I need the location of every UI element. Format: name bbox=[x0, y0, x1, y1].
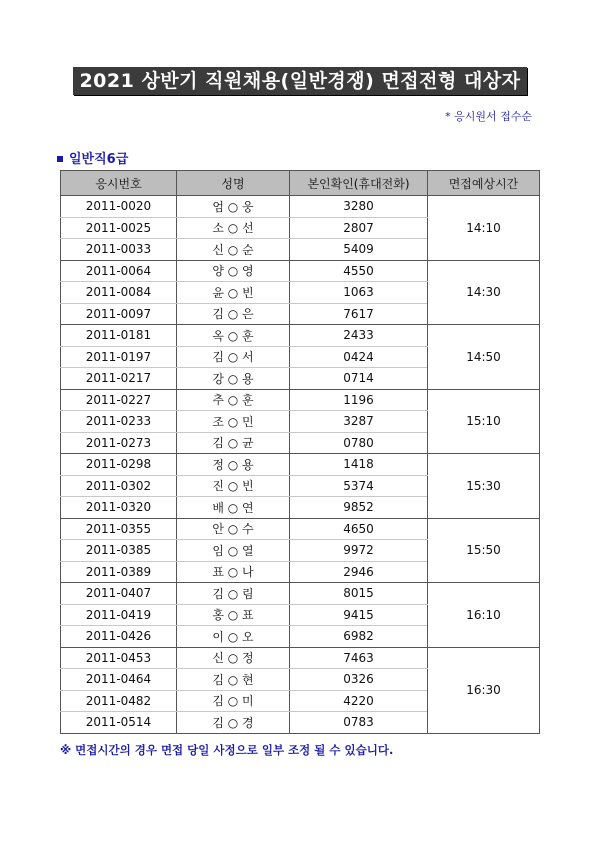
phone-check-cell: 2807 bbox=[290, 217, 428, 239]
applicant-number-cell: 2011-0097 bbox=[61, 303, 177, 325]
name-cell: 추 ○ 훈 bbox=[177, 389, 290, 411]
applicant-number-cell: 2011-0389 bbox=[61, 561, 177, 583]
phone-check-cell: 9972 bbox=[290, 540, 428, 562]
name-cell: 이 ○ 오 bbox=[177, 626, 290, 648]
name-cell: 소 ○ 선 bbox=[177, 217, 290, 239]
table-row bbox=[61, 196, 540, 218]
name-cell: 양 ○ 영 bbox=[177, 260, 290, 282]
name-cell: 김 ○ 미 bbox=[177, 690, 290, 712]
name-cell: 정 ○ 용 bbox=[177, 454, 290, 476]
table-row bbox=[61, 260, 540, 282]
name-cell: 임 ○ 열 bbox=[177, 540, 290, 562]
applicant-number-cell: 2011-0233 bbox=[61, 411, 177, 433]
table-row bbox=[61, 647, 540, 669]
phone-check-cell: 4220 bbox=[290, 690, 428, 712]
candidate-table bbox=[60, 170, 540, 734]
applicant-number-cell: 2011-0217 bbox=[61, 368, 177, 390]
section-label: 일반직6급 bbox=[69, 152, 129, 167]
applicant-number-cell: 2011-0197 bbox=[61, 346, 177, 368]
applicant-number-cell: 2011-0453 bbox=[61, 647, 177, 669]
phone-check-cell: 3287 bbox=[290, 411, 428, 433]
interview-time-cell: 15:10 bbox=[428, 389, 540, 454]
applicant-number-cell: 2011-0320 bbox=[61, 497, 177, 519]
name-cell: 엄 ○ 웅 bbox=[177, 196, 290, 218]
applicant-number-cell: 2011-0227 bbox=[61, 389, 177, 411]
applicant-number-cell: 2011-0025 bbox=[61, 217, 177, 239]
phone-check-cell: 0780 bbox=[290, 432, 428, 454]
phone-check-cell: 7617 bbox=[290, 303, 428, 325]
name-cell: 김 ○ 서 bbox=[177, 346, 290, 368]
applicant-number-cell: 2011-0419 bbox=[61, 604, 177, 626]
applicant-number-cell: 2011-0407 bbox=[61, 583, 177, 605]
phone-check-cell: 8015 bbox=[290, 583, 428, 605]
applicant-number-cell: 2011-0385 bbox=[61, 540, 177, 562]
applicant-number-cell: 2011-0298 bbox=[61, 454, 177, 476]
phone-check-cell: 7463 bbox=[290, 647, 428, 669]
name-cell: 조 ○ 민 bbox=[177, 411, 290, 433]
table-row bbox=[61, 389, 540, 411]
phone-check-cell: 1418 bbox=[290, 454, 428, 476]
table-body bbox=[61, 196, 540, 734]
section-heading bbox=[57, 148, 128, 167]
header-cell: 응시번호 bbox=[61, 171, 177, 196]
phone-check-cell: 4550 bbox=[290, 260, 428, 282]
interview-time-cell: 14:30 bbox=[428, 260, 540, 325]
name-cell: 김 ○ 림 bbox=[177, 583, 290, 605]
phone-check-cell: 2946 bbox=[290, 561, 428, 583]
applicant-number-cell: 2011-0426 bbox=[61, 626, 177, 648]
applicant-number-cell: 2011-0514 bbox=[61, 712, 177, 734]
name-cell: 신 ○ 순 bbox=[177, 239, 290, 261]
page-title: 2021 상반기 직원채용(일반경쟁) 면접전형 대상자 bbox=[73, 67, 526, 95]
name-cell: 표 ○ 나 bbox=[177, 561, 290, 583]
phone-check-cell: 3280 bbox=[290, 196, 428, 218]
table-row bbox=[61, 518, 540, 540]
name-cell: 강 ○ 용 bbox=[177, 368, 290, 390]
header-row bbox=[61, 171, 540, 196]
table-row bbox=[61, 454, 540, 476]
header-cell: 성명 bbox=[177, 171, 290, 196]
phone-check-cell: 5409 bbox=[290, 239, 428, 261]
header-cell: 본인확인(휴대전화) bbox=[290, 171, 428, 196]
name-cell: 옥 ○ 훈 bbox=[177, 325, 290, 347]
phone-check-cell: 0424 bbox=[290, 346, 428, 368]
phone-check-cell: 0326 bbox=[290, 669, 428, 691]
name-cell: 김 ○ 현 bbox=[177, 669, 290, 691]
applicant-number-cell: 2011-0355 bbox=[61, 518, 177, 540]
phone-check-cell: 9852 bbox=[290, 497, 428, 519]
interview-time-cell: 16:30 bbox=[428, 647, 540, 733]
name-cell: 김 ○ 은 bbox=[177, 303, 290, 325]
applicant-number-cell: 2011-0181 bbox=[61, 325, 177, 347]
name-cell: 김 ○ 균 bbox=[177, 432, 290, 454]
name-cell: 신 ○ 정 bbox=[177, 647, 290, 669]
phone-check-cell: 1063 bbox=[290, 282, 428, 304]
footnote: ※ 면접시간의 경우 면접 당일 사정으로 일부 조정 될 수 있습니다. bbox=[60, 743, 394, 757]
interview-time-cell: 15:30 bbox=[428, 454, 540, 519]
interview-time-cell: 14:50 bbox=[428, 325, 540, 390]
applicant-number-cell: 2011-0064 bbox=[61, 260, 177, 282]
applicant-number-cell: 2011-0302 bbox=[61, 475, 177, 497]
header-cell: 면접예상시간 bbox=[428, 171, 540, 196]
applicant-number-cell: 2011-0020 bbox=[61, 196, 177, 218]
name-cell: 윤 ○ 빈 bbox=[177, 282, 290, 304]
name-cell: 홍 ○ 표 bbox=[177, 604, 290, 626]
phone-check-cell: 0714 bbox=[290, 368, 428, 390]
interview-time-cell: 15:50 bbox=[428, 518, 540, 583]
phone-check-cell: 6982 bbox=[290, 626, 428, 648]
name-cell: 진 ○ 빈 bbox=[177, 475, 290, 497]
phone-check-cell: 2433 bbox=[290, 325, 428, 347]
order-note: * 응시원서 접수순 bbox=[445, 110, 532, 123]
interview-time-cell: 14:10 bbox=[428, 196, 540, 261]
applicant-number-cell: 2011-0464 bbox=[61, 669, 177, 691]
title-wrap bbox=[0, 67, 600, 95]
name-cell: 배 ○ 연 bbox=[177, 497, 290, 519]
name-cell: 안 ○ 수 bbox=[177, 518, 290, 540]
applicant-number-cell: 2011-0482 bbox=[61, 690, 177, 712]
applicant-number-cell: 2011-0033 bbox=[61, 239, 177, 261]
phone-check-cell: 1196 bbox=[290, 389, 428, 411]
name-cell: 김 ○ 경 bbox=[177, 712, 290, 734]
bullet-square-icon bbox=[57, 156, 63, 162]
table-row bbox=[61, 583, 540, 605]
interview-time-cell: 16:10 bbox=[428, 583, 540, 648]
phone-check-cell: 0783 bbox=[290, 712, 428, 734]
phone-check-cell: 4650 bbox=[290, 518, 428, 540]
table-row bbox=[61, 325, 540, 347]
applicant-number-cell: 2011-0084 bbox=[61, 282, 177, 304]
phone-check-cell: 9415 bbox=[290, 604, 428, 626]
applicant-number-cell: 2011-0273 bbox=[61, 432, 177, 454]
phone-check-cell: 5374 bbox=[290, 475, 428, 497]
